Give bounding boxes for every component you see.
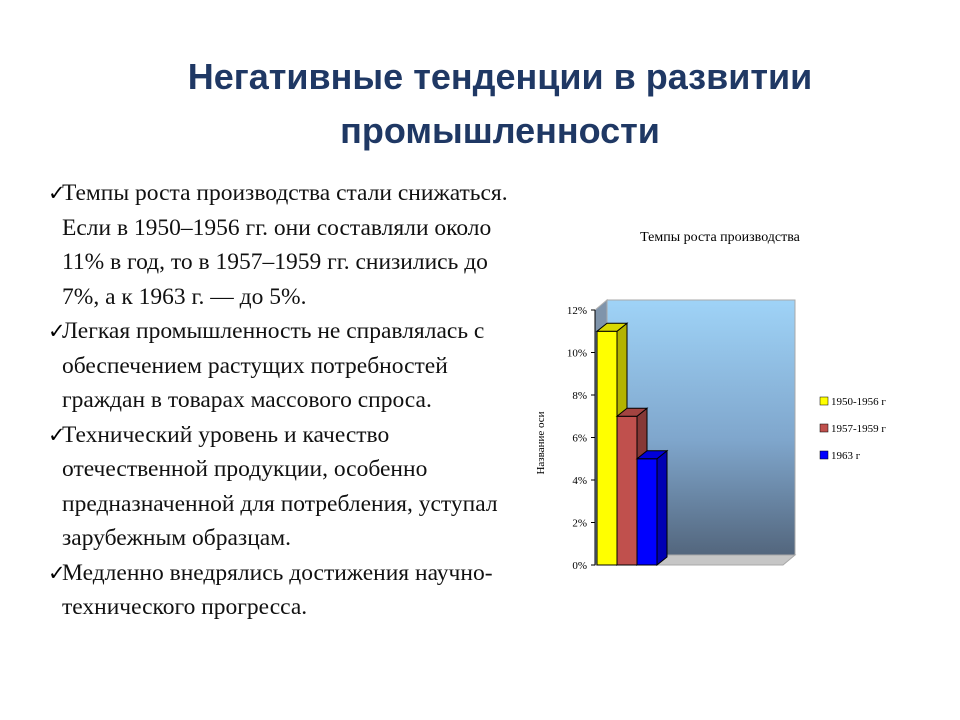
legend-label: 1950-1956 г bbox=[831, 396, 886, 408]
bar-side bbox=[657, 451, 667, 565]
bullet-item bbox=[48, 556, 528, 625]
legend-swatch bbox=[820, 424, 828, 432]
y-axis-label: Название оси bbox=[535, 411, 547, 475]
y-tick-label: 10% bbox=[566, 347, 587, 360]
y-ticks bbox=[567, 305, 595, 572]
bar bbox=[637, 459, 657, 565]
checkmark-icon: ✓ bbox=[48, 181, 66, 205]
y-tick-label: 8% bbox=[572, 390, 587, 402]
legend-swatch bbox=[820, 397, 828, 405]
legend-swatch bbox=[820, 451, 828, 459]
bullet-text: Легкая промышленность не справлялась с обеспечением растущих потребностей граждан в товарах массового спроса. bbox=[62, 318, 485, 413]
legend-label: 1963 г bbox=[831, 450, 861, 462]
y-tick-label: 0% bbox=[572, 560, 587, 572]
bullet-item bbox=[48, 314, 528, 418]
bullet-item bbox=[48, 418, 528, 556]
bar bbox=[597, 331, 617, 565]
bullet-text: Медленно внедрялись достижения научно-технического прогресса. bbox=[62, 559, 493, 620]
checkmark-icon: ✓ bbox=[48, 319, 66, 343]
y-tick-label: 2% bbox=[572, 517, 587, 530]
bullet-item bbox=[48, 176, 528, 314]
chart-svg bbox=[520, 215, 950, 585]
y-tick-label: 6% bbox=[572, 432, 587, 445]
checkmark-icon: ✓ bbox=[48, 422, 66, 447]
title-line-2: промышленности bbox=[340, 110, 660, 151]
y-tick-label: 12% bbox=[566, 305, 587, 317]
chart-title: Темпы роста производства bbox=[640, 230, 800, 245]
bullet-text: Технический уровень и качество отечественной продукции, особенно предназначенной для потребления, уступал зарубежным образцам. bbox=[62, 421, 498, 551]
legend-label: 1957-1959 г bbox=[831, 423, 886, 435]
y-tick-label: 4% bbox=[572, 475, 587, 487]
bullet-text: Темпы роста производства стали снижаться. Если в 1950–1956 гг. они составляли около 11% в год, то в 1957–1959 гг. снизились до 7%, а к 1963 г. — до 5%. bbox=[62, 180, 508, 310]
title-line-1: Негативные тенденции в развитии bbox=[187, 56, 813, 97]
checkmark-icon: ✓ bbox=[48, 560, 66, 585]
chart bbox=[520, 215, 950, 585]
slide-title bbox=[120, 50, 880, 158]
bar bbox=[617, 416, 637, 565]
legend bbox=[820, 396, 886, 462]
bullet-list bbox=[48, 176, 528, 625]
